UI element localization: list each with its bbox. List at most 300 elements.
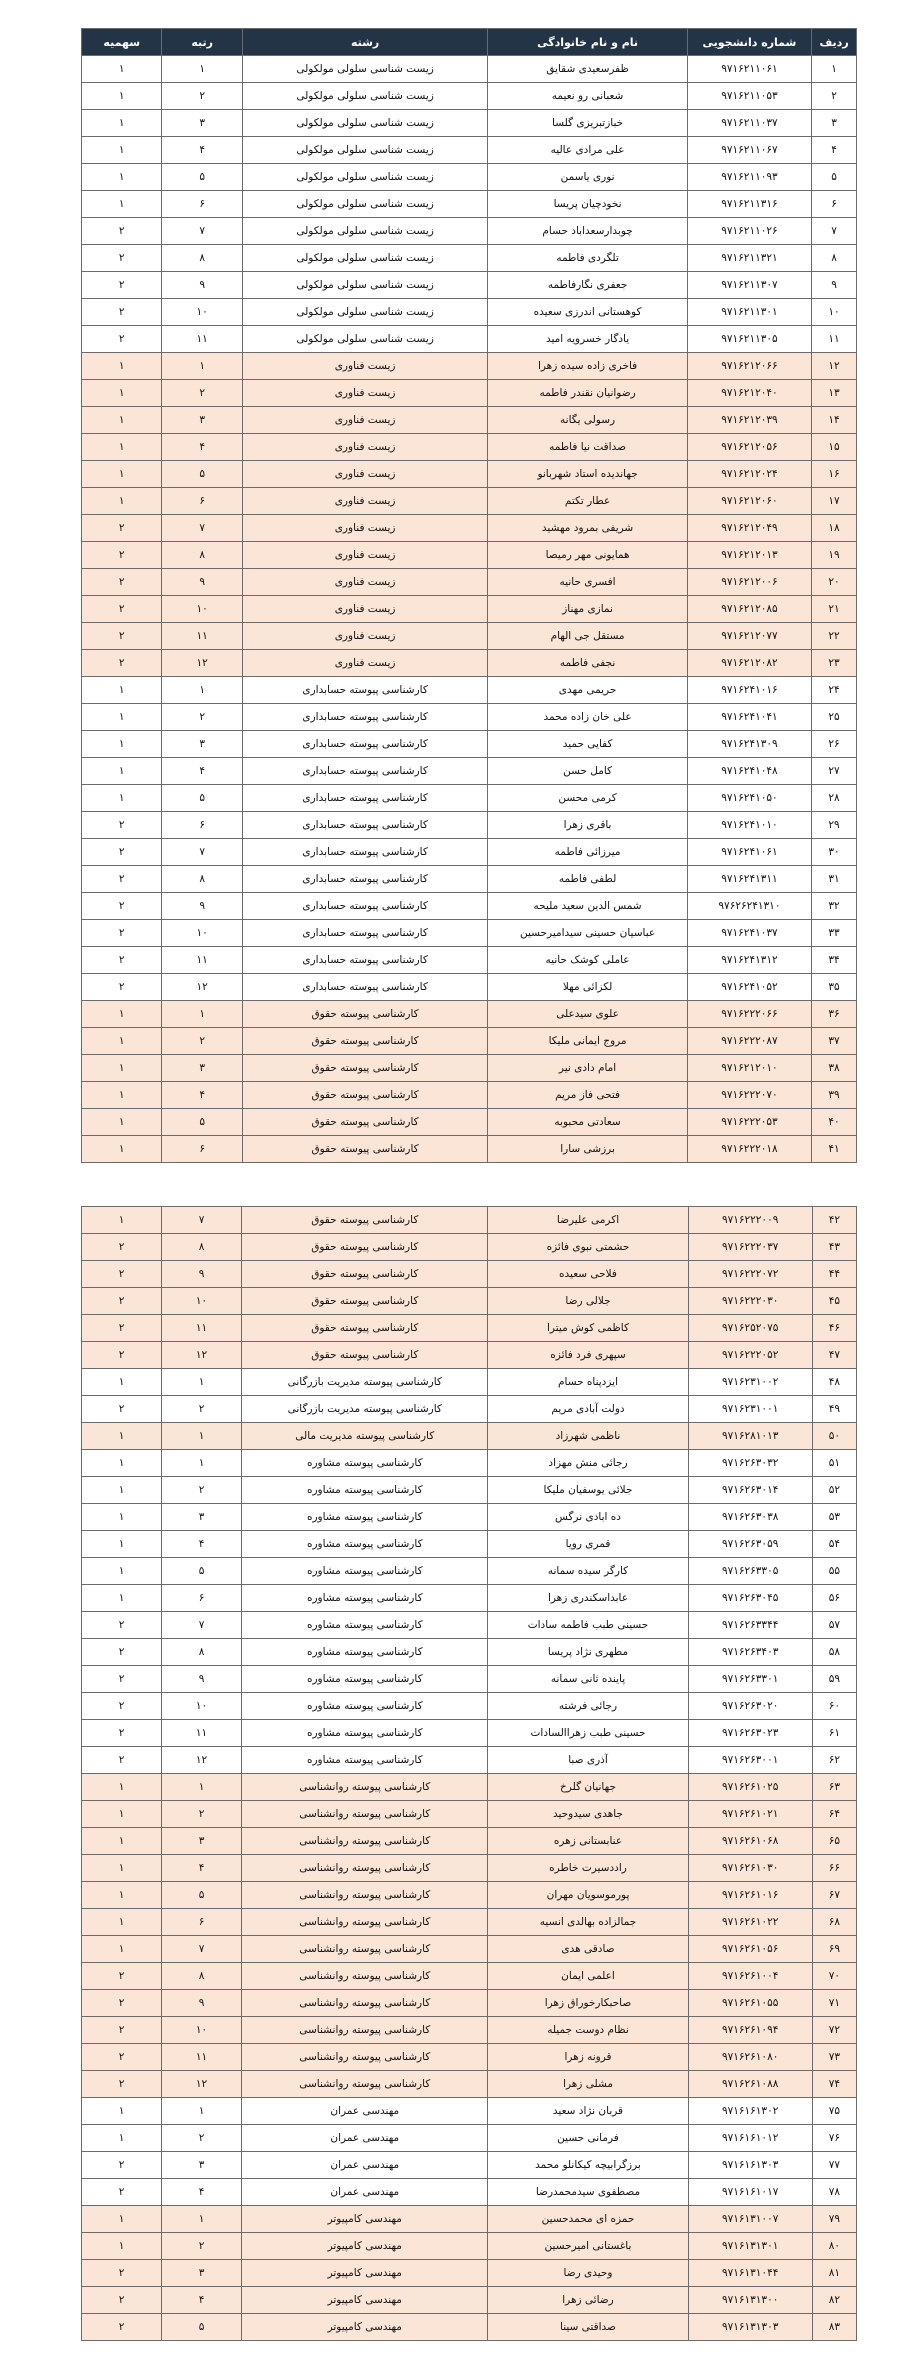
field-cell: کارشناسی پیوسته مشاوره xyxy=(242,1504,488,1531)
quota-cell: ۲ xyxy=(82,218,162,245)
full-name-cell: جهانیان گلرخ xyxy=(488,1774,688,1801)
quota-cell: ۲ xyxy=(82,1315,162,1342)
full-name-cell: همایونی مهر رمیصا xyxy=(488,542,687,569)
quota-cell: ۱ xyxy=(82,1207,162,1234)
student-id-cell: ۹۷۱۶۲۱۲۰۶۰ xyxy=(687,488,811,515)
row-number-cell: ۵۹ xyxy=(812,1666,856,1693)
row-number-cell: ۶۸ xyxy=(812,1909,856,1936)
table-row xyxy=(82,515,857,542)
rank-cell: ۷ xyxy=(162,1207,242,1234)
row-number-cell: ۵۲ xyxy=(812,1477,856,1504)
student-id-cell: ۹۷۱۶۲۶۳۰۴۵ xyxy=(688,1585,812,1612)
full-name-cell: حسینی طبب زهراالسادات xyxy=(488,1720,688,1747)
quota-cell: ۲ xyxy=(82,866,162,893)
table-row xyxy=(82,1342,857,1369)
quota-cell: ۲ xyxy=(82,1747,162,1774)
student-id-cell: ۹۷۱۶۲۲۲۰۱۸ xyxy=(687,1136,811,1163)
field-cell: کارشناسی پیوسته حسابداری xyxy=(242,893,487,920)
field-cell: کارشناسی پیوسته روانشناسی xyxy=(242,1909,488,1936)
full-name-cell: ناظمی شهرزاد xyxy=(488,1423,688,1450)
row-number-cell: ۱۷ xyxy=(812,488,857,515)
student-id-cell: ۹۷۱۶۲۱۱۰۶۱ xyxy=(687,56,811,83)
header-rank: رتبه xyxy=(162,29,242,56)
rank-cell: ۱ xyxy=(162,1369,242,1396)
quota-cell: ۱ xyxy=(82,110,162,137)
row-number-cell: ۱۳ xyxy=(812,380,857,407)
rank-cell: ۲ xyxy=(162,83,242,110)
row-number-cell: ۴۵ xyxy=(812,1288,856,1315)
row-number-cell: ۷۶ xyxy=(812,2125,856,2152)
quota-cell: ۲ xyxy=(82,596,162,623)
student-id-cell: ۹۷۱۶۲۶۳۰۲۳ xyxy=(688,1720,812,1747)
rank-cell: ۱۱ xyxy=(162,1315,242,1342)
field-cell: کارشناسی پیوسته حقوق xyxy=(242,1055,487,1082)
quota-cell: ۲ xyxy=(82,650,162,677)
student-id-cell: ۹۷۱۶۲۲۲۰۳۰ xyxy=(688,1288,812,1315)
quota-cell: ۱ xyxy=(82,164,162,191)
quota-cell: ۱ xyxy=(82,2098,162,2125)
student-id-cell: ۹۷۱۶۱۶۱۰۱۷ xyxy=(688,2179,812,2206)
student-id-cell: ۹۷۱۶۲۱۱۳۰۷ xyxy=(687,272,811,299)
student-id-cell: ۹۷۱۶۲۱۲۰۱۳ xyxy=(687,542,811,569)
field-cell: زیست فناوری xyxy=(242,407,487,434)
field-cell: کارشناسی پیوسته حسابداری xyxy=(242,704,487,731)
student-id-cell: ۹۷۱۶۱۶۱۰۱۲ xyxy=(688,2125,812,2152)
field-cell: زیست شناسی سلولی مولکولی xyxy=(242,110,487,137)
field-cell: کارشناسی پیوسته روانشناسی xyxy=(242,1882,488,1909)
field-cell: زیست فناوری xyxy=(242,596,487,623)
table-row xyxy=(82,1082,857,1109)
quota-cell: ۱ xyxy=(82,785,162,812)
field-cell: کارشناسی پیوسته روانشناسی xyxy=(242,2017,488,2044)
quota-cell: ۲ xyxy=(82,299,162,326)
student-id-cell: ۹۷۱۶۲۲۲۰۷۲ xyxy=(688,1261,812,1288)
field-cell: کارشناسی پیوسته حقوق xyxy=(242,1001,487,1028)
table-row xyxy=(82,299,857,326)
quota-cell: ۱ xyxy=(82,1001,162,1028)
field-cell: مهندسی عمران xyxy=(242,2098,488,2125)
field-cell: کارشناسی پیوسته حقوق xyxy=(242,1234,488,1261)
quota-cell: ۱ xyxy=(82,1504,162,1531)
field-cell: زیست فناوری xyxy=(242,650,487,677)
rank-cell: ۱ xyxy=(162,1423,242,1450)
quota-cell: ۱ xyxy=(82,1801,162,1828)
rank-cell: ۳ xyxy=(162,1828,242,1855)
field-cell: زیست شناسی سلولی مولکولی xyxy=(242,56,487,83)
quota-cell: ۱ xyxy=(82,1531,162,1558)
field-cell: زیست فناوری xyxy=(242,380,487,407)
table-row xyxy=(82,1477,857,1504)
student-id-cell: ۹۷۱۶۲۴۱۰۶۱ xyxy=(687,839,811,866)
table-row xyxy=(82,137,857,164)
quota-cell: ۲ xyxy=(82,947,162,974)
field-cell: کارشناسی پیوسته حسابداری xyxy=(242,677,487,704)
field-cell: کارشناسی پیوسته روانشناسی xyxy=(242,1828,488,1855)
quota-cell: ۲ xyxy=(82,2260,162,2287)
student-id-cell: ۹۷۱۶۲۶۱۰۵۵ xyxy=(688,1990,812,2017)
full-name-cell: جلائی یوسفیان ملیکا xyxy=(488,1477,688,1504)
table-row xyxy=(82,839,857,866)
student-id-cell: ۹۷۱۶۲۶۳۰۵۹ xyxy=(688,1531,812,1558)
table-row xyxy=(82,1747,857,1774)
rank-cell: ۹ xyxy=(162,569,242,596)
row-number-cell: ۲۱ xyxy=(812,596,857,623)
field-cell: زیست فناوری xyxy=(242,488,487,515)
row-number-cell: ۵۴ xyxy=(812,1531,856,1558)
student-id-cell: ۹۷۱۶۲۱۱۰۲۶ xyxy=(687,218,811,245)
full-name-cell: صداقت نیا فاطمه xyxy=(488,434,687,461)
student-id-cell: ۹۷۱۶۲۶۱۰۲۱ xyxy=(688,1801,812,1828)
table-row xyxy=(82,2017,857,2044)
quota-cell: ۱ xyxy=(82,1028,162,1055)
field-cell: کارشناسی پیوسته حقوق xyxy=(242,1109,487,1136)
full-name-cell: کوهستانی اندرزی سعیده xyxy=(488,299,687,326)
header-row-number: ردیف xyxy=(812,29,857,56)
row-number-cell: ۲۴ xyxy=(812,677,857,704)
full-name-cell: فتحی فاز مریم xyxy=(488,1082,687,1109)
row-number-cell: ۴۰ xyxy=(812,1109,857,1136)
quota-cell: ۲ xyxy=(82,812,162,839)
row-number-cell: ۸ xyxy=(812,245,857,272)
quota-cell: ۱ xyxy=(82,83,162,110)
table-row xyxy=(82,758,857,785)
field-cell: کارشناسی پیوسته مشاوره xyxy=(242,1720,488,1747)
full-name-cell: دولت آبادی مریم xyxy=(488,1396,688,1423)
table-row xyxy=(82,785,857,812)
quota-cell: ۱ xyxy=(82,1909,162,1936)
student-id-cell: ۹۷۱۶۲۱۲۰۲۴ xyxy=(687,461,811,488)
quota-cell: ۱ xyxy=(82,1936,162,1963)
quota-cell: ۱ xyxy=(82,2233,162,2260)
field-cell: زیست شناسی سلولی مولکولی xyxy=(242,245,487,272)
row-number-cell: ۵۸ xyxy=(812,1639,856,1666)
field-cell: کارشناسی پیوسته حسابداری xyxy=(242,839,487,866)
student-id-cell: ۹۷۱۶۲۱۲۰۶۶ xyxy=(687,353,811,380)
table-row xyxy=(82,812,857,839)
full-name-cell: قرونه زهرا xyxy=(488,2044,688,2071)
field-cell: کارشناسی پیوسته روانشناسی xyxy=(242,1801,488,1828)
field-cell: کارشناسی پیوسته روانشناسی xyxy=(242,1990,488,2017)
full-name-cell: صادقی هدی xyxy=(488,1936,688,1963)
field-cell: مهندسی عمران xyxy=(242,2179,488,2206)
full-name-cell: مستقل جی الهام xyxy=(488,623,687,650)
student-id-cell: ۹۷۱۶۲۶۱۰۸۰ xyxy=(688,2044,812,2071)
table-row xyxy=(82,1055,857,1082)
table-row xyxy=(82,1315,857,1342)
row-number-cell: ۵۶ xyxy=(812,1585,856,1612)
rank-cell: ۲ xyxy=(162,380,242,407)
row-number-cell: ۲۰ xyxy=(812,569,857,596)
table-row xyxy=(82,110,857,137)
field-cell: کارشناسی پیوسته حسابداری xyxy=(242,785,487,812)
quota-cell: ۱ xyxy=(82,1855,162,1882)
field-cell: زیست فناوری xyxy=(242,353,487,380)
rank-cell: ۳ xyxy=(162,2152,242,2179)
rank-cell: ۳ xyxy=(162,1504,242,1531)
table-row xyxy=(82,1531,857,1558)
full-name-cell: راددسیرت خاطره xyxy=(488,1855,688,1882)
table-row xyxy=(82,2179,857,2206)
rank-cell: ۵ xyxy=(162,2314,242,2341)
rank-cell: ۱۱ xyxy=(162,2044,242,2071)
rank-cell: ۱۲ xyxy=(162,1342,242,1369)
row-number-cell: ۶۰ xyxy=(812,1693,856,1720)
students-table-1 xyxy=(81,28,857,1163)
table-row xyxy=(82,596,857,623)
student-id-cell: ۹۷۱۶۲۶۱۰۸۸ xyxy=(688,2071,812,2098)
student-id-cell: ۹۷۱۶۲۴۱۰۱۶ xyxy=(687,677,811,704)
student-id-cell: ۹۷۱۶۲۱۱۳۰۵ xyxy=(687,326,811,353)
table-row xyxy=(82,380,857,407)
table-row xyxy=(82,704,857,731)
rank-cell: ۵ xyxy=(162,785,242,812)
row-number-cell: ۴۹ xyxy=(812,1396,856,1423)
full-name-cell: قمری رویا xyxy=(488,1531,688,1558)
table-row xyxy=(82,731,857,758)
table-row xyxy=(82,245,857,272)
quota-cell: ۱ xyxy=(82,191,162,218)
field-cell: زیست شناسی سلولی مولکولی xyxy=(242,164,487,191)
quota-cell: ۲ xyxy=(82,245,162,272)
row-number-cell: ۱۰ xyxy=(812,299,857,326)
full-name-cell: فلاحی سعیده xyxy=(488,1261,688,1288)
rank-cell: ۱۱ xyxy=(162,1720,242,1747)
row-number-cell: ۶۹ xyxy=(812,1936,856,1963)
rank-cell: ۹ xyxy=(162,1666,242,1693)
full-name-cell: عنابستانی زهره xyxy=(488,1828,688,1855)
quota-cell: ۱ xyxy=(82,461,162,488)
full-name-cell: جمالزاده بهالدی انسیه xyxy=(488,1909,688,1936)
field-cell: کارشناسی پیوسته حقوق xyxy=(242,1261,488,1288)
row-number-cell: ۷۸ xyxy=(812,2179,856,2206)
rank-cell: ۲ xyxy=(162,2233,242,2260)
full-name-cell: نمازی مهناز xyxy=(488,596,687,623)
student-id-cell: ۹۷۱۶۲۱۱۰۳۷ xyxy=(687,110,811,137)
quota-cell: ۲ xyxy=(82,515,162,542)
rank-cell: ۵ xyxy=(162,1558,242,1585)
row-number-cell: ۲۲ xyxy=(812,623,857,650)
student-id-cell: ۹۷۱۶۲۱۲۰۱۰ xyxy=(687,1055,811,1082)
table-row xyxy=(82,1693,857,1720)
full-name-cell: شریفی بمرود مهشید xyxy=(488,515,687,542)
table-row xyxy=(82,2125,857,2152)
row-number-cell: ۸۰ xyxy=(812,2233,856,2260)
rank-cell: ۴ xyxy=(162,2179,242,2206)
full-name-cell: کرمی محسن xyxy=(488,785,687,812)
row-number-cell: ۴۷ xyxy=(812,1342,856,1369)
row-number-cell: ۵۳ xyxy=(812,1504,856,1531)
full-name-cell: ظفرسعیدی شقایق xyxy=(488,56,687,83)
full-name-cell: لکزائی مهلا xyxy=(488,974,687,1001)
table-row xyxy=(82,542,857,569)
student-id-cell: ۹۷۱۶۲۲۲۰۵۳ xyxy=(687,1109,811,1136)
field-cell: کارشناسی پیوسته حسابداری xyxy=(242,866,487,893)
row-number-cell: ۷ xyxy=(812,218,857,245)
quota-cell: ۲ xyxy=(82,326,162,353)
full-name-cell: حریمی مهدی xyxy=(488,677,687,704)
student-id-cell: ۹۷۱۶۲۲۲۰۶۶ xyxy=(687,1001,811,1028)
student-id-cell: ۹۷۱۶۲۴۱۰۴۸ xyxy=(687,758,811,785)
table-row xyxy=(82,2260,857,2287)
full-name-cell: عاملی کوشک حانیه xyxy=(488,947,687,974)
table-row xyxy=(82,1369,857,1396)
student-id-cell: ۹۷۱۶۲۱۲۰۸۲ xyxy=(687,650,811,677)
rank-cell: ۴ xyxy=(162,2287,242,2314)
student-id-cell: ۹۷۱۶۲۶۳۰۳۲ xyxy=(688,1450,812,1477)
header-field: رشته xyxy=(242,29,487,56)
table-row xyxy=(82,1109,857,1136)
table-row xyxy=(82,1774,857,1801)
full-name-cell: عابداسکندری زهرا xyxy=(488,1585,688,1612)
full-name-cell: حسینی طبب فاطمه سادات xyxy=(488,1612,688,1639)
rank-cell: ۸ xyxy=(162,866,242,893)
student-id-cell: ۹۷۱۶۱۳۱۰۰۷ xyxy=(688,2206,812,2233)
table-row xyxy=(82,1234,857,1261)
rank-cell: ۶ xyxy=(162,191,242,218)
row-number-cell: ۱۹ xyxy=(812,542,857,569)
row-number-cell: ۴۲ xyxy=(812,1207,856,1234)
field-cell: کارشناسی پیوسته روانشناسی xyxy=(242,2071,488,2098)
row-number-cell: ۷۲ xyxy=(812,2017,856,2044)
rank-cell: ۱ xyxy=(162,2098,242,2125)
field-cell: کارشناسی پیوسته حسابداری xyxy=(242,920,487,947)
quota-cell: ۲ xyxy=(82,2314,162,2341)
row-number-cell: ۱۶ xyxy=(812,461,857,488)
quota-cell: ۱ xyxy=(82,1558,162,1585)
student-id-cell: ۹۷۱۶۲۶۱۰۱۶ xyxy=(688,1882,812,1909)
student-id-cell: ۹۷۱۶۲۱۱۳۲۱ xyxy=(687,245,811,272)
full-name-cell: تلگردی فاطمه xyxy=(488,245,687,272)
rank-cell: ۶ xyxy=(162,1136,242,1163)
row-number-cell: ۶۵ xyxy=(812,1828,856,1855)
row-number-cell: ۳۲ xyxy=(812,893,857,920)
full-name-cell: برزگرابیچه کیکانلو محمد xyxy=(488,2152,688,2179)
table-row xyxy=(82,1136,857,1163)
table-row xyxy=(82,569,857,596)
rank-cell: ۲ xyxy=(162,1801,242,1828)
field-cell: زیست فناوری xyxy=(242,434,487,461)
student-id-cell: ۹۷۱۶۲۶۱۰۰۴ xyxy=(688,1963,812,1990)
table-row xyxy=(82,164,857,191)
rank-cell: ۶ xyxy=(162,1909,242,1936)
full-name-cell: پاینده ثانی سمانه xyxy=(488,1666,688,1693)
rank-cell: ۴ xyxy=(162,434,242,461)
quota-cell: ۲ xyxy=(82,1261,162,1288)
row-number-cell: ۷۹ xyxy=(812,2206,856,2233)
table-row xyxy=(82,326,857,353)
quota-cell: ۲ xyxy=(82,839,162,866)
full-name-cell: باغستانی امیرحسین xyxy=(488,2233,688,2260)
field-cell: مهندسی کامپیوتر xyxy=(242,2287,488,2314)
full-name-cell: جهاندیده استاد شهربانو xyxy=(488,461,687,488)
row-number-cell: ۳۴ xyxy=(812,947,857,974)
field-cell: مهندسی کامپیوتر xyxy=(242,2233,488,2260)
table-row xyxy=(82,1801,857,1828)
field-cell: کارشناسی پیوسته حسابداری xyxy=(242,947,487,974)
rank-cell: ۸ xyxy=(162,1234,242,1261)
table-row xyxy=(82,1963,857,1990)
table-row xyxy=(82,434,857,461)
student-id-cell: ۹۷۱۶۲۶۱۰۵۶ xyxy=(688,1936,812,1963)
rank-cell: ۹ xyxy=(162,1990,242,2017)
full-name-cell: عطار تکتم xyxy=(488,488,687,515)
student-id-cell: ۹۷۱۶۱۶۱۳۰۳ xyxy=(688,2152,812,2179)
table-row xyxy=(82,2233,857,2260)
full-name-cell: علی خان زاده محمد xyxy=(488,704,687,731)
quota-cell: ۱ xyxy=(82,380,162,407)
row-number-cell: ۳۶ xyxy=(812,1001,857,1028)
row-number-cell: ۱۴ xyxy=(812,407,857,434)
full-name-cell: علوی سیدعلی xyxy=(488,1001,687,1028)
rank-cell: ۳ xyxy=(162,2260,242,2287)
row-number-cell: ۷۵ xyxy=(812,2098,856,2125)
table-row xyxy=(82,1423,857,1450)
row-number-cell: ۴۶ xyxy=(812,1315,856,1342)
quota-cell: ۲ xyxy=(82,1666,162,1693)
student-id-cell: ۹۷۱۶۲۶۳۳۰۱ xyxy=(688,1666,812,1693)
header-quota: سهمیه xyxy=(82,29,162,56)
full-name-cell: نجفی فاطمه xyxy=(488,650,687,677)
full-name-cell: یادگار خسرویه امید xyxy=(488,326,687,353)
student-id-cell: ۹۷۱۶۲۴۱۰۳۷ xyxy=(687,920,811,947)
row-number-cell: ۳۰ xyxy=(812,839,857,866)
table-row xyxy=(82,1612,857,1639)
student-id-cell: ۹۷۱۶۲۱۲۰۸۵ xyxy=(687,596,811,623)
rank-cell: ۸ xyxy=(162,542,242,569)
field-cell: مهندسی کامپیوتر xyxy=(242,2314,488,2341)
table-row xyxy=(82,866,857,893)
rank-cell: ۶ xyxy=(162,812,242,839)
table-row xyxy=(82,1504,857,1531)
row-number-cell: ۴ xyxy=(812,137,857,164)
header-full-name: نام و نام خانوادگی xyxy=(488,29,687,56)
rank-cell: ۵ xyxy=(162,1882,242,1909)
quota-cell: ۱ xyxy=(82,704,162,731)
table-row xyxy=(82,893,857,920)
student-id-cell: ۹۷۱۶۲۳۱۰۰۱ xyxy=(688,1396,812,1423)
quota-cell: ۲ xyxy=(82,272,162,299)
row-number-cell: ۸۱ xyxy=(812,2260,856,2287)
quota-cell: ۲ xyxy=(82,623,162,650)
field-cell: مهندسی کامپیوتر xyxy=(242,2260,488,2287)
field-cell: زیست شناسی سلولی مولکولی xyxy=(242,83,487,110)
row-number-cell: ۲۷ xyxy=(812,758,857,785)
quota-cell: ۲ xyxy=(82,1639,162,1666)
quota-cell: ۲ xyxy=(82,1342,162,1369)
table-row xyxy=(82,2287,857,2314)
full-name-cell: نظام دوست جمیله xyxy=(488,2017,688,2044)
table-row xyxy=(82,1585,857,1612)
table-row xyxy=(82,623,857,650)
rank-cell: ۴ xyxy=(162,1082,242,1109)
full-name-cell: لطفی فاطمه xyxy=(488,866,687,893)
full-name-cell: مصطفوی سیدمحمدرضا xyxy=(488,2179,688,2206)
field-cell: کارشناسی پیوسته مدیریت بازرگانی xyxy=(242,1369,488,1396)
row-number-cell: ۴۸ xyxy=(812,1369,856,1396)
student-id-cell: ۹۷۱۶۲۱۲۰۴۰ xyxy=(687,380,811,407)
rank-cell: ۵ xyxy=(162,164,242,191)
field-cell: کارشناسی پیوسته حسابداری xyxy=(242,731,487,758)
quota-cell: ۱ xyxy=(82,488,162,515)
full-name-cell: ده ابادی نرگس xyxy=(488,1504,688,1531)
rank-cell: ۱ xyxy=(162,56,242,83)
rank-cell: ۲ xyxy=(162,1477,242,1504)
full-name-cell: علی مرادی عالیه xyxy=(488,137,687,164)
full-name-cell: چوبدارسعداباد حسام xyxy=(488,218,687,245)
rank-cell: ۱۰ xyxy=(162,299,242,326)
field-cell: زیست فناوری xyxy=(242,515,487,542)
table-row xyxy=(82,272,857,299)
